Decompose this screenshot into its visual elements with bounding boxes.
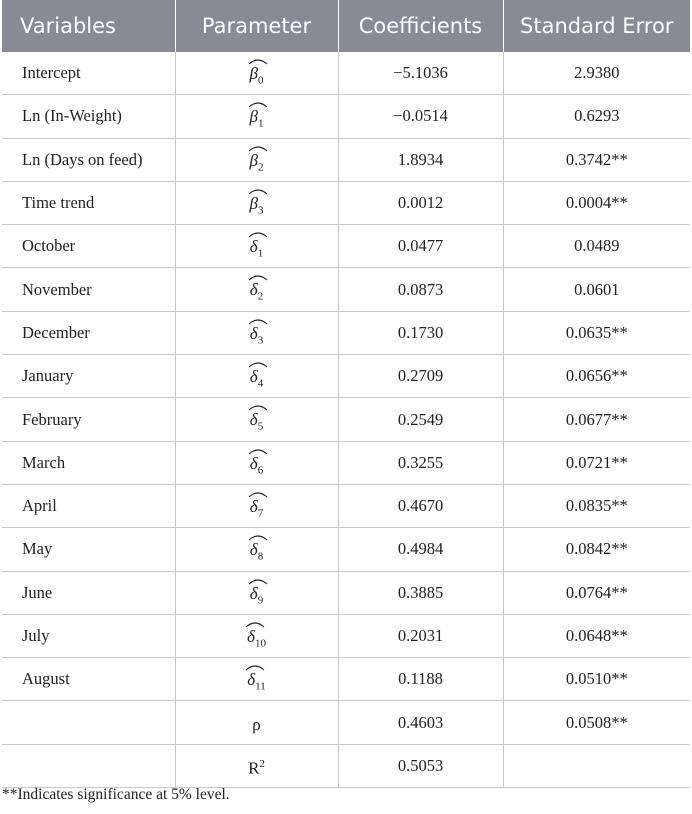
standard-error-cell: 0.0656** [503, 355, 690, 398]
parameter-symbol [247, 666, 266, 692]
parameter-subscript: 7 [257, 507, 264, 520]
parameter-cell [175, 225, 338, 268]
coefficient-cell: −0.0514 [338, 95, 503, 138]
parameter-symbol [250, 276, 263, 302]
parameter-letter: R [248, 758, 260, 778]
footnote: **Indicates significance at 5% level. [2, 786, 230, 803]
table-row [2, 528, 690, 571]
parameter-symbol [250, 147, 264, 173]
parameter-subscript: 10 [254, 637, 266, 650]
hat-accent-icon [245, 620, 265, 628]
parameter-symbol [250, 103, 264, 129]
parameter-symbol [248, 754, 265, 779]
variable-cell: October [2, 225, 175, 268]
header-standard-error: Standard Error [503, 0, 690, 52]
hat-accent-icon [248, 317, 268, 325]
parameter-symbol [250, 580, 263, 606]
coefficient-cell: 0.0477 [338, 225, 503, 268]
parameter-cell [175, 614, 338, 657]
parameter-letter: β [249, 193, 258, 213]
regression-table [2, 0, 690, 788]
table-row [2, 268, 690, 311]
variable-cell: June [2, 571, 175, 614]
variable-cell: Ln (Days on feed) [2, 138, 175, 181]
coefficient-cell: 0.5053 [338, 744, 503, 787]
table-row [2, 614, 690, 657]
variable-cell: Intercept [2, 52, 175, 95]
header-coefficients: Coefficients [338, 0, 503, 52]
parameter-subscript: 11 [255, 680, 266, 693]
header-variables: Variables [2, 0, 175, 52]
variable-cell: January [2, 355, 175, 398]
table-row [2, 398, 690, 441]
table-row [2, 181, 690, 224]
variable-cell: November [2, 268, 175, 311]
table-row [2, 138, 690, 181]
parameter-subscript: 9 [257, 593, 264, 606]
parameter-letter: δ [249, 410, 258, 430]
parameter-subscript: 3 [257, 204, 264, 217]
parameter-symbol [250, 190, 264, 216]
coefficient-cell: 0.4984 [338, 528, 503, 571]
parameter-cell [175, 701, 338, 744]
parameter-cell [175, 398, 338, 441]
hat-accent-icon [248, 230, 268, 238]
parameter-letter: ρ [252, 714, 261, 734]
parameter-cell [175, 441, 338, 484]
parameter-subscript: 1 [257, 117, 264, 130]
parameter-letter: δ [249, 280, 258, 300]
parameter-letter: δ [249, 323, 258, 343]
standard-error-cell: 0.6293 [503, 95, 690, 138]
coefficient-cell: 0.2031 [338, 614, 503, 657]
parameter-letter: δ [247, 670, 256, 690]
parameter-symbol [250, 363, 263, 389]
parameter-subscript: 6 [257, 464, 264, 477]
coefficient-cell: 0.2709 [338, 355, 503, 398]
table-row [2, 311, 690, 354]
header-parameter: Parameter [175, 0, 338, 52]
hat-accent-icon [248, 360, 268, 368]
coefficient-cell: 0.2549 [338, 398, 503, 441]
standard-error-cell: 0.0842** [503, 528, 690, 571]
standard-error-cell: 0.0764** [503, 571, 690, 614]
standard-error-cell: 0.0508** [503, 701, 690, 744]
hat-accent-icon [248, 273, 268, 281]
parameter-cell [175, 528, 338, 571]
parameter-symbol [250, 450, 263, 476]
table-row [2, 658, 690, 701]
variable-cell: May [2, 528, 175, 571]
hat-accent-icon [248, 577, 268, 585]
table-row [2, 571, 690, 614]
header-row [2, 0, 690, 52]
standard-error-cell: 0.0648** [503, 614, 690, 657]
standard-error-cell: 0.0835** [503, 484, 690, 527]
coefficient-cell: 0.4603 [338, 701, 503, 744]
parameter-cell [175, 484, 338, 527]
parameter-symbol [250, 493, 263, 519]
parameter-cell [175, 355, 338, 398]
table-row [2, 95, 690, 138]
coefficient-cell: 0.4670 [338, 484, 503, 527]
parameter-cell [175, 571, 338, 614]
coefficient-cell: 0.0012 [338, 181, 503, 224]
parameter-cell [175, 744, 338, 787]
parameter-letter: β [249, 107, 258, 127]
parameter-letter: δ [249, 453, 258, 473]
variable-cell: March [2, 441, 175, 484]
standard-error-cell: 0.0721** [503, 441, 690, 484]
coefficient-cell: 0.3255 [338, 441, 503, 484]
variable-cell [2, 701, 175, 744]
hat-accent-icon [248, 187, 268, 195]
hat-accent-icon [248, 490, 268, 498]
hat-accent-icon [248, 533, 268, 541]
hat-accent-icon [248, 100, 268, 108]
parameter-subscript: 0 [257, 74, 264, 87]
parameter-symbol [250, 536, 263, 562]
parameter-symbol [252, 711, 260, 735]
variable-cell: Ln (In-Weight) [2, 95, 175, 138]
parameter-cell [175, 658, 338, 701]
table-row [2, 441, 690, 484]
hat-accent-icon [248, 447, 268, 455]
coefficient-cell: 0.1730 [338, 311, 503, 354]
standard-error-cell: 0.0677** [503, 398, 690, 441]
parameter-subscript: 5 [257, 420, 264, 433]
parameter-cell [175, 95, 338, 138]
variable-cell: August [2, 658, 175, 701]
variable-cell: Time trend [2, 181, 175, 224]
variable-cell: April [2, 484, 175, 527]
parameter-subscript: 2 [257, 290, 264, 303]
parameter-symbol [250, 406, 263, 432]
parameter-letter: δ [247, 626, 255, 646]
standard-error-cell [503, 744, 690, 787]
hat-accent-icon [248, 403, 268, 411]
standard-error-cell: 0.0510** [503, 658, 690, 701]
standard-error-cell: 2.9380 [503, 52, 690, 95]
coefficient-cell: 0.3885 [338, 571, 503, 614]
standard-error-cell: 0.3742** [503, 138, 690, 181]
parameter-letter: δ [249, 237, 258, 257]
standard-error-cell: 0.0635** [503, 311, 690, 354]
coefficient-cell: −5.1036 [338, 52, 503, 95]
variable-cell: December [2, 311, 175, 354]
parameter-subscript: 8 [257, 550, 264, 563]
parameter-letter: β [249, 150, 258, 170]
table-row [2, 484, 690, 527]
hat-accent-icon [248, 57, 268, 65]
hat-accent-icon [245, 663, 265, 671]
parameter-symbol [250, 320, 263, 346]
variable-cell: July [2, 614, 175, 657]
standard-error-cell: 0.0489 [503, 225, 690, 268]
parameter-cell [175, 181, 338, 224]
table-row [2, 744, 690, 787]
table-row [2, 225, 690, 268]
parameter-symbol [250, 233, 263, 259]
parameter-symbol [250, 60, 264, 86]
hat-accent-icon [248, 144, 268, 152]
coefficient-cell: 0.1188 [338, 658, 503, 701]
table-row [2, 355, 690, 398]
parameter-cell [175, 138, 338, 181]
parameter-subscript: 1 [257, 247, 264, 260]
parameter-letter: β [249, 63, 258, 83]
parameter-letter: δ [249, 583, 258, 603]
parameter-superscript: 2 [259, 757, 265, 770]
standard-error-cell: 0.0601 [503, 268, 690, 311]
parameter-letter: δ [249, 496, 258, 516]
coefficient-cell: 1.8934 [338, 138, 503, 181]
parameter-cell [175, 311, 338, 354]
table-row [2, 701, 690, 744]
parameter-cell [175, 52, 338, 95]
coefficient-cell: 0.0873 [338, 268, 503, 311]
parameter-subscript: 4 [257, 377, 264, 390]
table-row [2, 52, 690, 95]
parameter-subscript: 2 [257, 160, 264, 173]
parameter-cell [175, 268, 338, 311]
variable-cell [2, 744, 175, 787]
parameter-subscript: 3 [257, 334, 264, 347]
table-body [2, 52, 690, 788]
parameter-letter: δ [249, 367, 258, 387]
standard-error-cell: 0.0004** [503, 181, 690, 224]
parameter-symbol [247, 623, 266, 649]
variable-cell: February [2, 398, 175, 441]
parameter-letter: δ [249, 540, 258, 560]
